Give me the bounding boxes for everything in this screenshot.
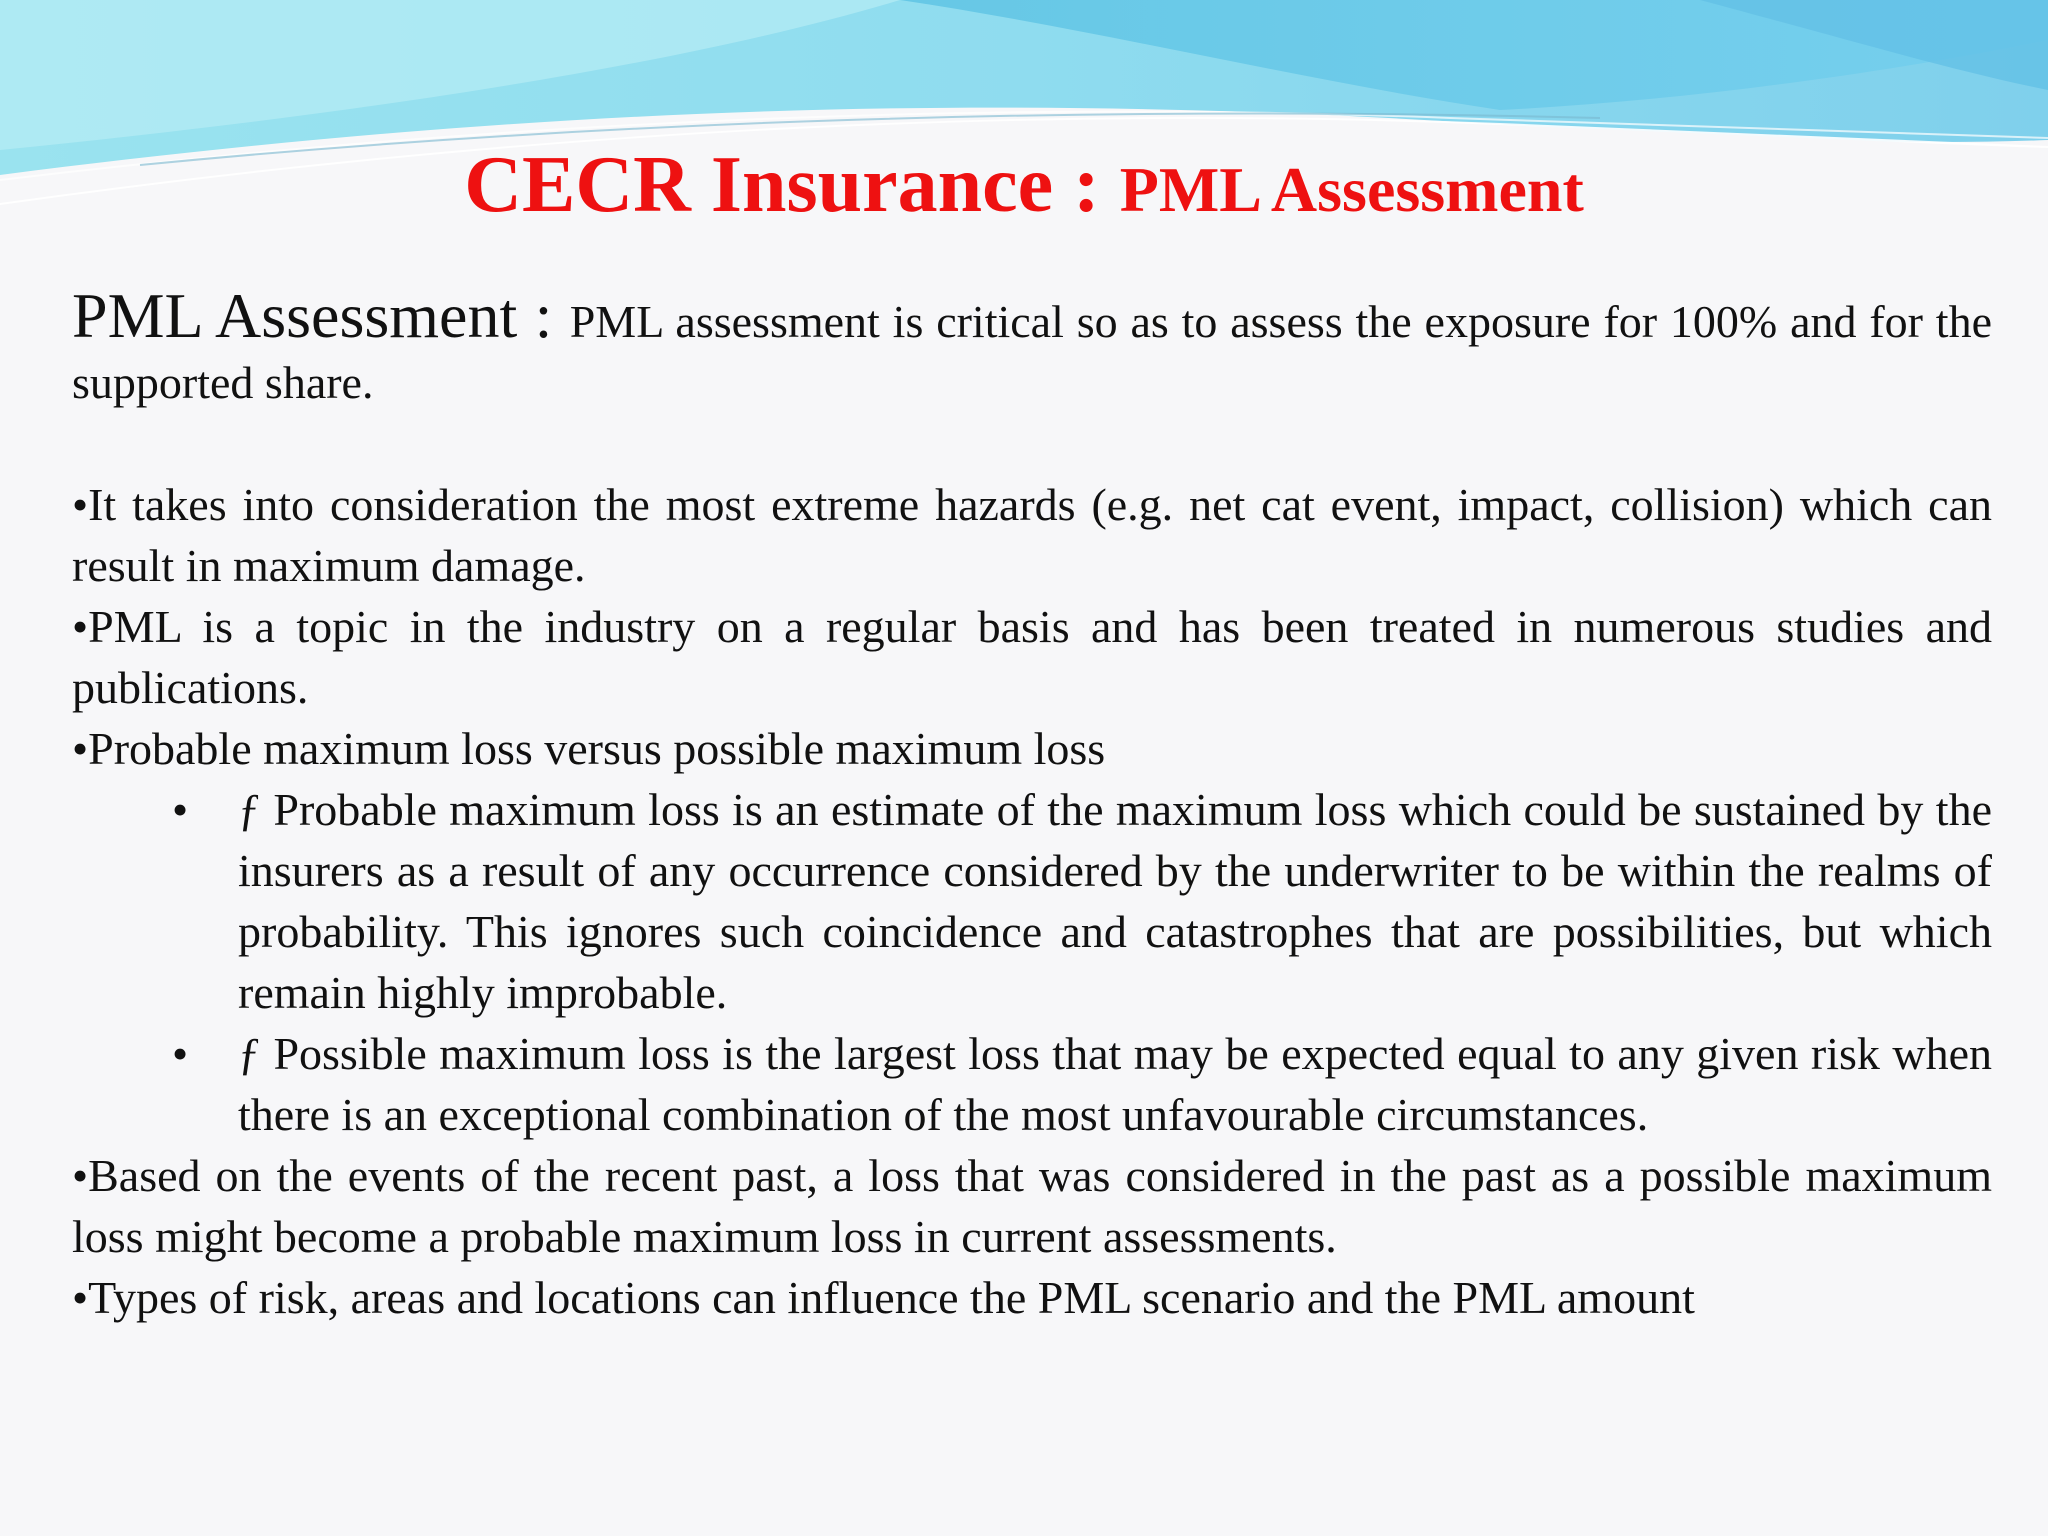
spacer xyxy=(72,413,1992,474)
title-sub: PML Assessment xyxy=(1119,154,1584,225)
intro-paragraph xyxy=(72,280,1992,413)
slide-title xyxy=(0,140,2048,231)
sub-bullet-list xyxy=(72,779,1992,1145)
bullet-item: •Probable maximum loss versus possible maximum loss xyxy=(72,723,1106,774)
sub-bullet-text: ƒ Probable maximum loss is an estimate of the maximum loss which could be sustained by the insurers as a result of any occurrence considered by the underwriter to be within the realms of probability. This ignores such coincidence and catastrophes that are possibilities, but which remain highly improbable. xyxy=(238,784,1992,1018)
bullet-item: •PML is a topic in the industry on a regular basis and has been treated in numerous studies and publications. xyxy=(72,601,1992,713)
bullet-item: •Based on the events of the recent past, a loss that was considered in the past as a possible maximum loss might become a probable maximum loss in current assessments. xyxy=(72,1150,1992,1262)
intro-heading: PML Assessment : xyxy=(72,280,570,351)
sub-bullet-item xyxy=(172,779,1992,1023)
sub-bullet-text: ƒ Possible maximum loss is the largest loss that may be expected equal to any given risk when there is an exceptional combination of the most unfavourable circumstances. xyxy=(238,1028,1992,1140)
sub-bullet-item xyxy=(172,1023,1992,1145)
intro-text: PML assessment is critical so as to assess the exposure for 100% and for the supported share. xyxy=(72,296,1992,408)
title-separator: : xyxy=(1053,141,1120,229)
slide-body xyxy=(72,280,1992,1328)
sub-bullet-marker: • xyxy=(172,1028,189,1079)
title-main: CECR Insurance xyxy=(464,141,1054,229)
bullet-item: •It takes into consideration the most extreme hazards (e.g. net cat event, impact, collision) which can result in maximum damage. xyxy=(72,479,1992,591)
bullet-item: •Types of risk, areas and locations can influence the PML scenario and the PML amount xyxy=(72,1272,1695,1323)
sub-bullet-marker: • xyxy=(172,784,189,835)
